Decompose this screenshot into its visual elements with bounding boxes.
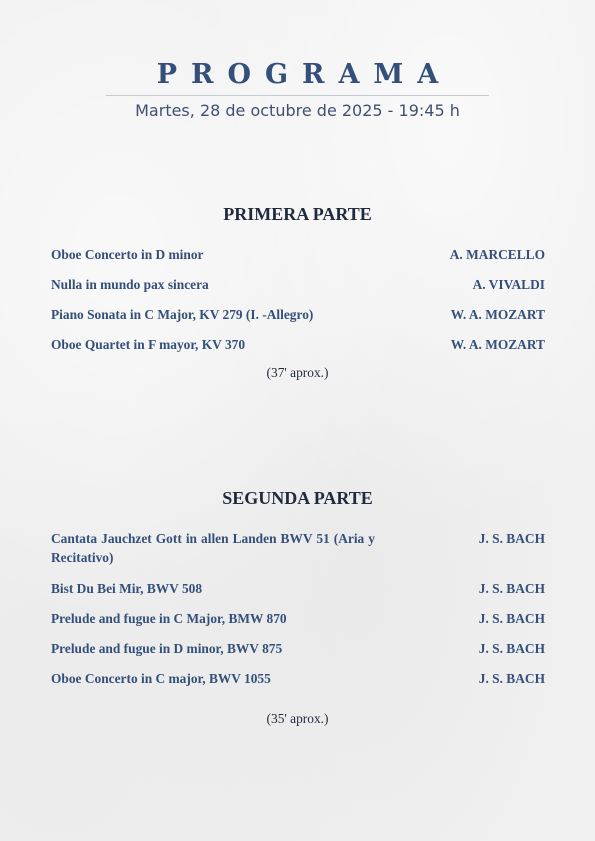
concert-date: Martes, 28 de octubre de 2025 - 19:45 h	[135, 101, 460, 120]
program-title: PROGRAMA	[156, 59, 453, 90]
part-one-heading: PRIMERA PARTE	[223, 204, 372, 224]
composer-name: J. S. BACH	[478, 531, 545, 546]
work-title: Cantata Jauchzet Gott in allen Landen BWV 51 (Aria y Recitativo)	[51, 531, 375, 565]
composer-name: J. S. BACH	[478, 671, 545, 686]
composer-name: J. S. BACH	[478, 611, 545, 626]
work-title: Oboe Concerto in C major, BWV 1055	[51, 671, 271, 686]
work-title: Piano Sonata in C Major, KV 279 (I. -Allegro)	[51, 307, 314, 322]
work-title: Bist Du Bei Mir, BWV 508	[51, 581, 203, 596]
part-two-heading: SEGUNDA PARTE	[222, 488, 373, 508]
composer-name: A. MARCELLO	[449, 247, 545, 262]
work-title: Prelude and fugue in C Major, BMW 870	[51, 611, 287, 626]
title-divider	[106, 95, 489, 96]
part-one-duration: (37' aprox.)	[266, 365, 329, 380]
composer-name: A. VIVALDI	[472, 277, 545, 292]
composer-name: J. S. BACH	[478, 581, 545, 596]
work-title: Oboe Concerto in D minor	[51, 247, 204, 262]
work-title: Nulla in mundo pax sincera	[51, 277, 209, 292]
part-two-duration: (35' aprox.)	[266, 711, 329, 726]
composer-name: W. A. MOZART	[450, 307, 545, 322]
work-title: Prelude and fugue in D minor, BWV 875	[51, 641, 283, 656]
work-title: Oboe Quartet in F mayor, KV 370	[51, 337, 246, 352]
composer-name: J. S. BACH	[478, 641, 545, 656]
composer-name: W. A. MOZART	[450, 337, 545, 352]
